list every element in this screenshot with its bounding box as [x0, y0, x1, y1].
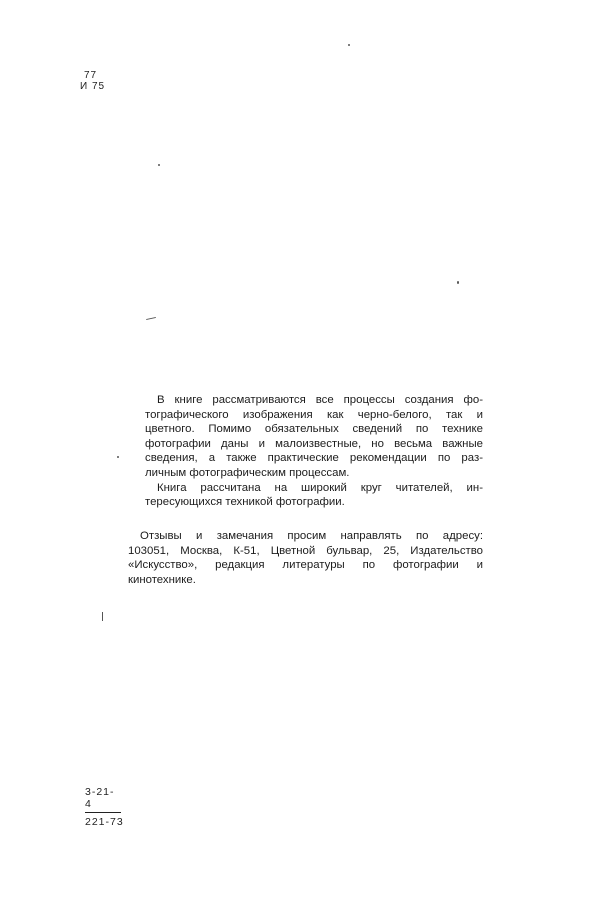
feedback-line: 103051, Москва, К-51, Цветной бульвар, 25, Издательство: [128, 544, 483, 557]
publication-code-numerator: 3-21-4: [85, 786, 121, 813]
feedback-line: кинотехнике.: [128, 573, 196, 586]
scan-speck: [117, 456, 119, 458]
annotation-line: тересующихся техникой фотографии.: [145, 496, 345, 509]
annotation-line: В книге рассматриваются все процессы создания фо-: [157, 394, 483, 406]
feedback-line: Отзывы и замечания просим направлять по адресу:: [140, 530, 483, 542]
scan-speck: [146, 317, 156, 320]
udc-line-2: И 75: [80, 81, 106, 92]
feedback-line: «Искусство», редакция литературы по фотографии и: [128, 559, 483, 572]
annotation-line: тографического изображения как черно-белого, так и: [145, 408, 483, 421]
annotation-line: личным фотографическим процессам.: [145, 466, 350, 479]
scan-speck: [457, 281, 459, 284]
scan-speck: [102, 612, 103, 621]
book-annotation: [145, 393, 483, 510]
udc-line-1: 77: [84, 70, 98, 81]
annotation-line: фотографии даны и малоизвестные, но весьма важные: [145, 437, 483, 450]
annotation-line: Книга рассчитана на широкий круг читателей, ин-: [157, 481, 483, 494]
publication-code: [85, 786, 124, 828]
publication-code-denominator: 221-73: [85, 816, 124, 828]
annotation-line: цветного. Помимо обязательных сведений по технике: [145, 423, 483, 436]
annotation-line: сведения, а также практические рекомендации по раз-: [145, 452, 483, 465]
scan-speck: [158, 164, 160, 166]
scan-speck: [348, 44, 350, 46]
feedback-address: [128, 529, 483, 587]
udc-index: [80, 70, 105, 92]
